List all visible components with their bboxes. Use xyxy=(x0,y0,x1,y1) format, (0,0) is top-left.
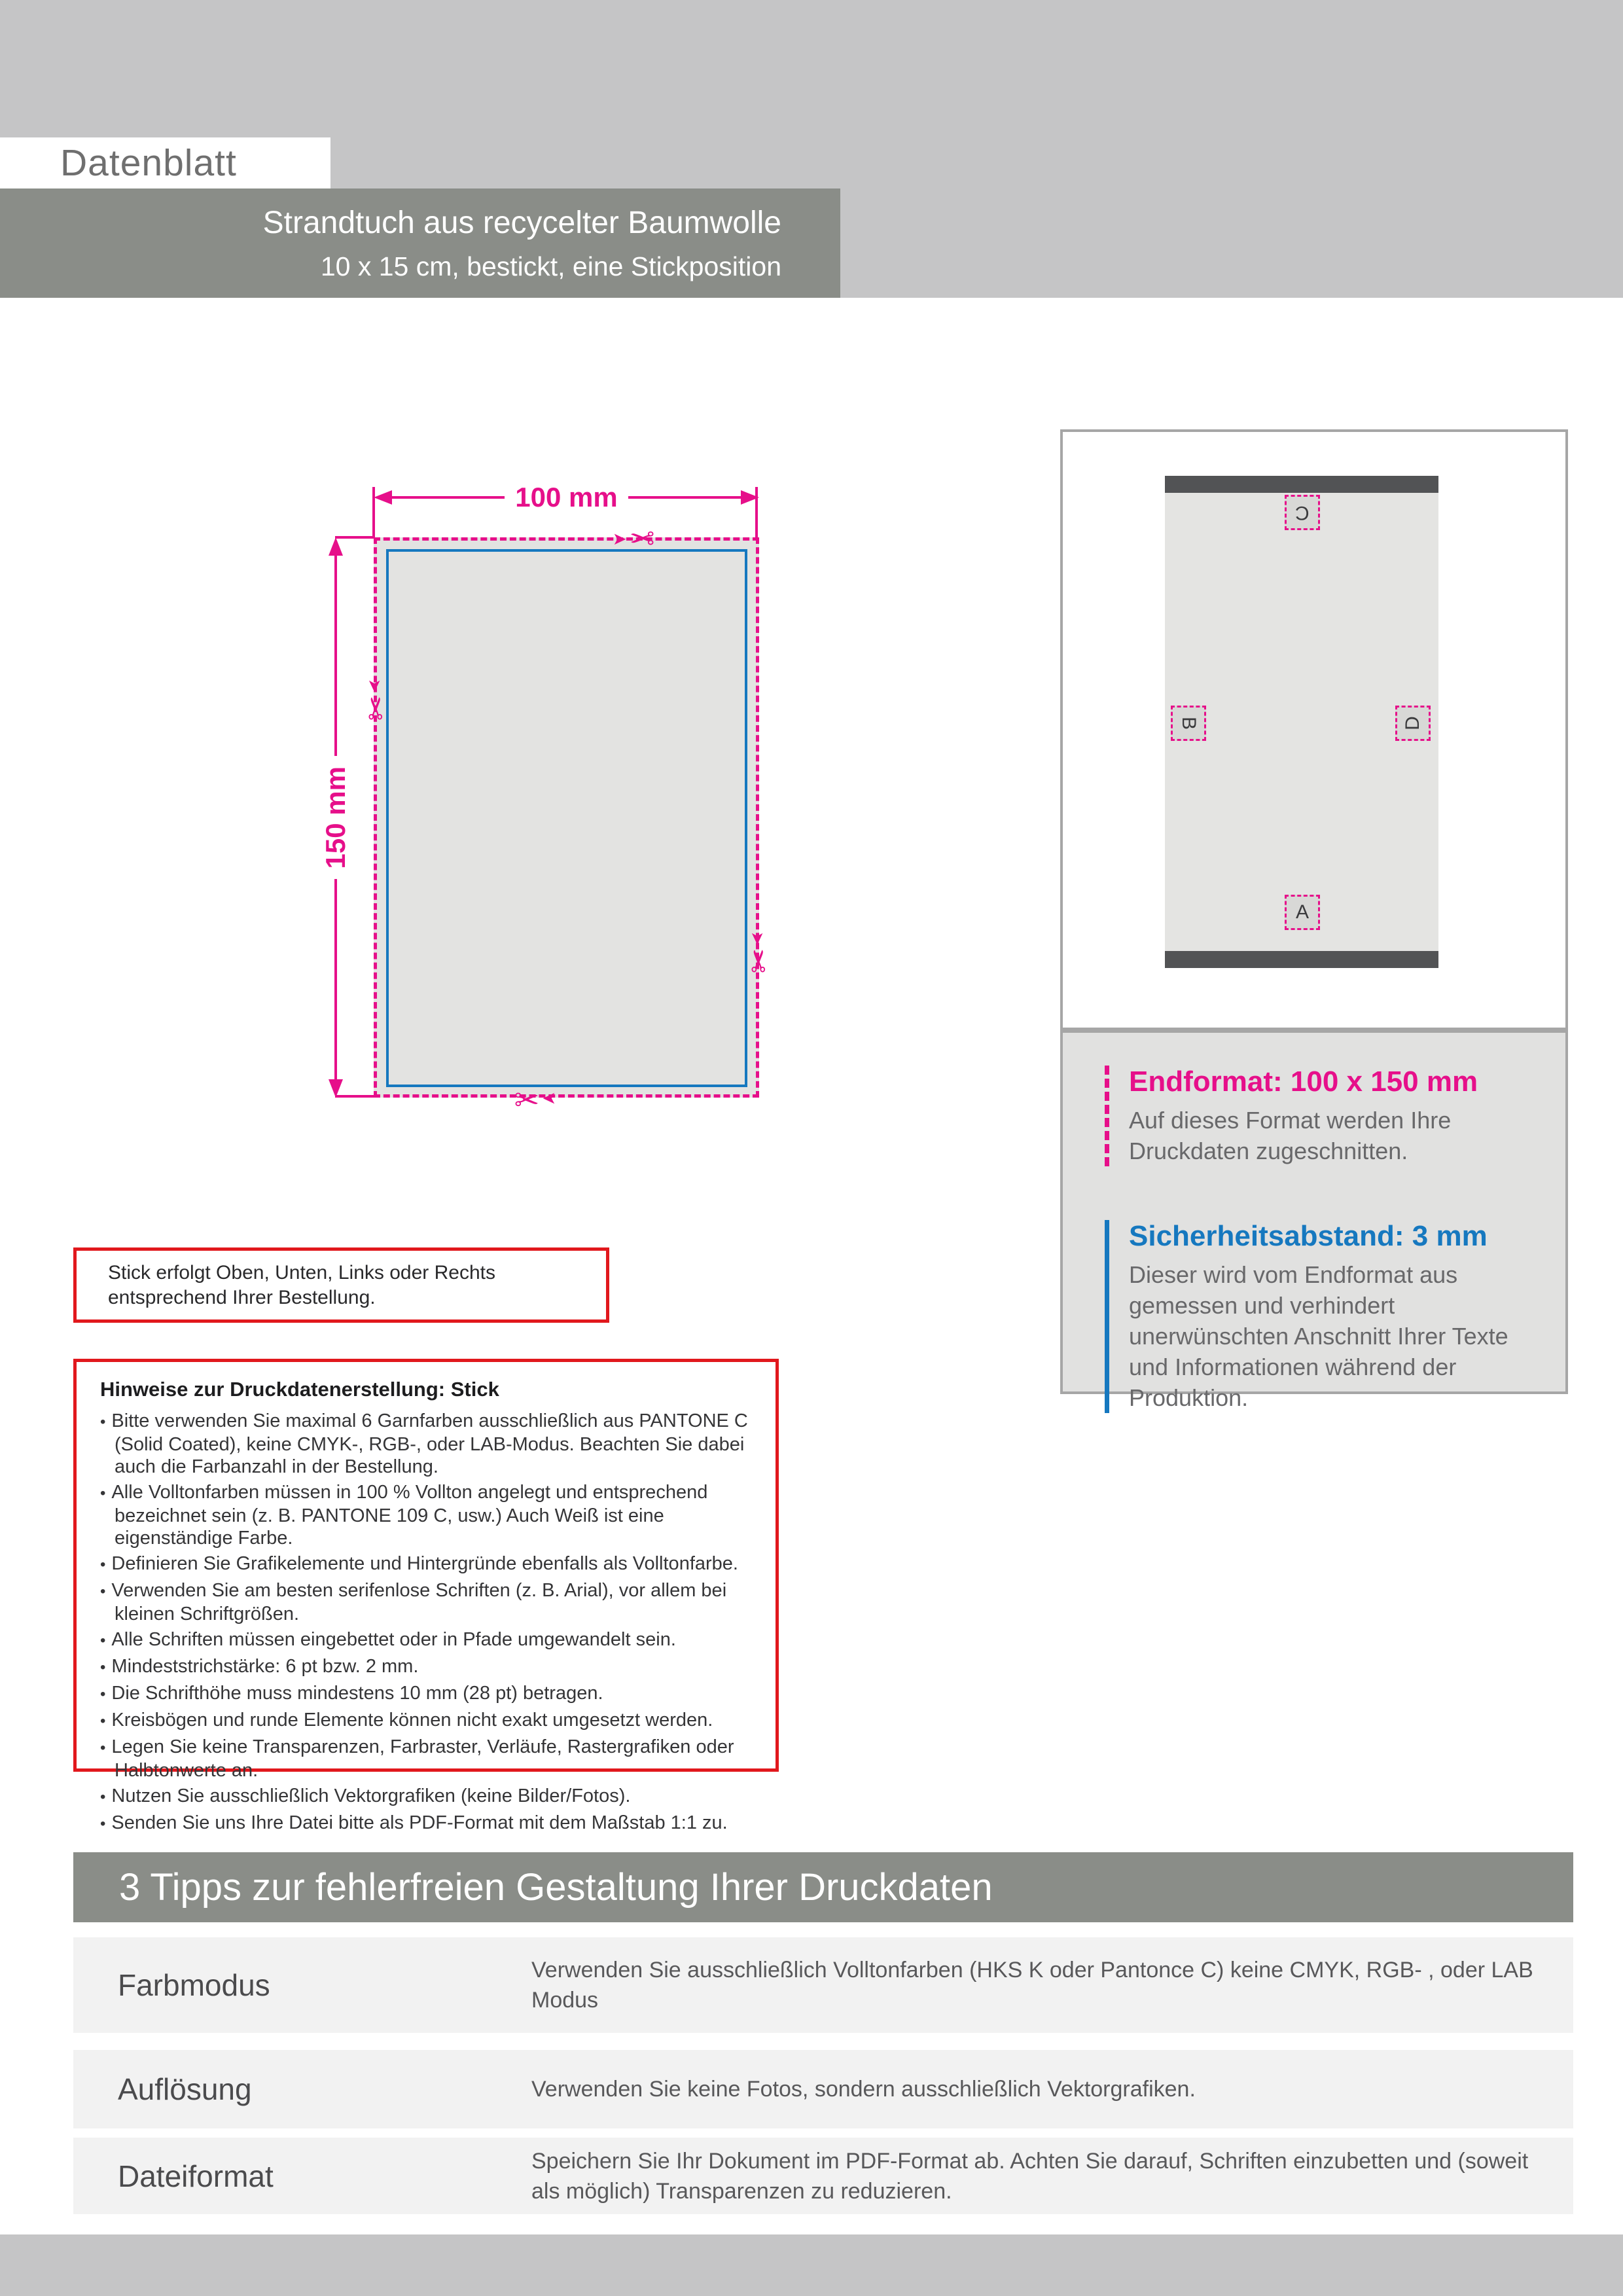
tip-text: Verwenden Sie ausschließlich Volltonfarben (HKS K oder Pantonce C) keine CMYK, RGB- , oder LAB Modus xyxy=(531,1958,1533,2013)
tip-row-aufloesung xyxy=(73,2050,1573,2128)
tips-header-bar xyxy=(73,1852,1573,1922)
dimension-arrow-left-icon xyxy=(374,490,392,505)
dimension-line xyxy=(334,879,337,1079)
height-dimension xyxy=(320,537,351,1098)
safety-title: Sicherheitsabstand: 3 mm xyxy=(1129,1220,1488,1252)
endformat-section xyxy=(1105,1066,1542,1166)
product-variant: 10 x 15 cm, bestickt, eine Stickposition xyxy=(320,251,781,281)
hint-item: • Verwenden Sie am besten serifenlose Schriften (z. B. Arial), vor allem bei kleinen Schriftgrößen. xyxy=(100,1579,757,1625)
stick-position-c xyxy=(1285,495,1320,530)
hint-item: • Nutzen Sie ausschließlich Vektorgrafiken (keine Bilder/Fotos). xyxy=(100,1785,757,1808)
dimension-line xyxy=(628,496,741,499)
product-header xyxy=(0,188,840,298)
hint-item: • Bitte verwenden Sie maximal 6 Garnfarben ausschließlich aus PANTONE C (Solid Coated), keine CMYK-, RGB-, oder LAB-Modus. Beachten Sie dabei auch die Farbanzahl in der Bestellung. xyxy=(100,1410,757,1478)
tip-label: Farbmodus xyxy=(118,1968,270,2002)
hints-list xyxy=(100,1410,757,1835)
towel-preview xyxy=(1165,476,1438,968)
stick-position-note xyxy=(73,1247,609,1323)
dimension-tick xyxy=(335,1095,375,1098)
safety-section xyxy=(1105,1220,1542,1413)
hint-item: • Alle Volltonfarben müssen in 100 % Vollton angelegt und entsprechend bezeichnet sein (z. B. PANTONE 109 C, usw.) Auch Weiß ist eine eigenständige Farbe. xyxy=(100,1481,757,1549)
height-dimension-label: 150 mm xyxy=(320,766,351,869)
endformat-body: Auf dieses Format werden Ihre Druckdaten zugeschnitten. xyxy=(1129,1107,1452,1164)
width-dimension xyxy=(374,482,759,512)
dimension-line xyxy=(334,556,337,756)
print-data-hints-box xyxy=(73,1359,779,1833)
tip-row-dateiformat xyxy=(73,2138,1573,2214)
hint-item: • Legen Sie keine Transparenzen, Farbraster, Verläufe, Rastergrafiken oder Halbtonwerte an. xyxy=(100,1736,757,1782)
stick-position-d xyxy=(1395,706,1431,741)
position-letter: B xyxy=(1177,716,1200,730)
position-letter: C xyxy=(1295,502,1310,524)
position-letter: A xyxy=(1295,901,1309,923)
stick-position-note-text: Stick erfolgt Oben, Unten, Links oder Rechts entsprechend Ihrer Bestellung. xyxy=(108,1262,495,1308)
page-title xyxy=(0,137,330,188)
hint-item: • Definieren Sie Grafikelemente und Hintergründe ebenfalls als Volltonfarbe. xyxy=(100,1552,757,1576)
safety-body: Dieser wird vom Endformat aus gemessen und verhindert unerwünschten Anschnitt Ihrer Texte und Informationen während der Produktion. xyxy=(1129,1261,1508,1411)
dimension-tick xyxy=(335,536,375,539)
dimension-tick xyxy=(372,487,375,537)
hints-title: Hinweise zur Druckdatenerstellung: Stick xyxy=(100,1378,499,1401)
tip-label: Dateiformat xyxy=(118,2159,274,2193)
footer-band xyxy=(0,2234,1623,2296)
endformat-title: Endformat: 100 x 150 mm xyxy=(1129,1066,1478,1098)
dimension-tick xyxy=(755,487,758,537)
hint-item: • Alle Schriften müssen eingebettet oder in Pfade umgewandelt sein. xyxy=(100,1628,757,1652)
scissors-cutline-left-icon: ➤ ✂ xyxy=(358,678,392,721)
scissors-cutline-right-icon: ➤ ✂ xyxy=(741,931,775,974)
stick-position-a xyxy=(1285,895,1320,930)
page-title-text: Datenblatt xyxy=(60,142,237,184)
safety-margin-area xyxy=(386,549,747,1087)
position-letter: D xyxy=(1401,716,1423,730)
hint-item: • Kreisbögen und runde Elemente können nicht exakt umgesetzt werden. xyxy=(100,1709,757,1732)
tips-title: 3 Tipps zur fehlerfreien Gestaltung Ihrer Druckdaten xyxy=(119,1866,993,1909)
scissors-cutline-bottom-icon: ➤ ✂ xyxy=(514,1082,557,1116)
dimension-arrow-up-icon xyxy=(329,537,343,556)
hint-item: • Mindeststrichstärke: 6 pt bzw. 2 mm. xyxy=(100,1655,757,1679)
product-name: Strandtuch aus recycelter Baumwolle xyxy=(262,205,781,240)
format-info-panel xyxy=(1060,1030,1568,1411)
tip-row-farbmodus xyxy=(73,1937,1573,2033)
tip-label: Auflösung xyxy=(118,2072,252,2106)
dimension-line xyxy=(392,496,505,499)
hint-item: • Senden Sie uns Ihre Datei bitte als PDF-Format mit dem Maßstab 1:1 zu. xyxy=(100,1812,757,1835)
tip-text: Speichern Sie Ihr Dokument im PDF-Format ab. Achten Sie darauf, Schriften einzubetten und (soweit als möglich) Transparenzen zu reduzieren. xyxy=(531,2148,1529,2204)
towel-hem-top xyxy=(1165,476,1438,493)
tip-text: Verwenden Sie keine Fotos, sondern ausschließlich Vektorgrafiken. xyxy=(531,2077,1196,2102)
scissors-cutline-top-icon: ➤ ✂ xyxy=(612,522,655,556)
hint-item: • Die Schrifthöhe muss mindestens 10 mm (28 pt) betragen. xyxy=(100,1682,757,1706)
towel-hem-bottom xyxy=(1165,951,1438,968)
width-dimension-label: 100 mm xyxy=(515,482,618,512)
stick-position-b xyxy=(1171,706,1206,741)
